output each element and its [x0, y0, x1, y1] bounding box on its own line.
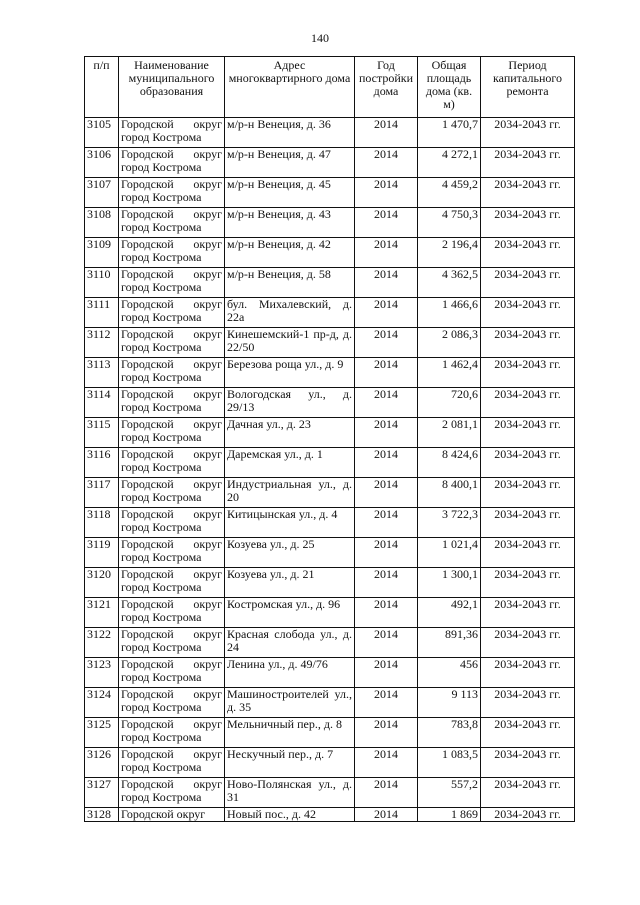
repair-period-cell: 2034-2043 гг. [481, 508, 575, 538]
address-cell: м/р-н Венеция, д. 36 [225, 118, 355, 148]
municipality-cell: Городской округ город Кострома [119, 118, 225, 148]
table-row [85, 238, 575, 268]
repair-period-cell: 2034-2043 гг. [481, 538, 575, 568]
total-area-cell: 456 [418, 658, 481, 688]
address-cell: Козуева ул., д. 21 [225, 568, 355, 598]
table-row [85, 718, 575, 748]
total-area-cell: 3 722,3 [418, 508, 481, 538]
repair-period-cell: 2034-2043 гг. [481, 388, 575, 418]
row-number: 3112 [85, 328, 119, 358]
address-cell: Ново-Полянская ул., д. 31 [225, 778, 355, 808]
repair-period-cell: 2034-2043 гг. [481, 478, 575, 508]
municipality-cell: Городской округ город Кострома [119, 778, 225, 808]
build-year-cell: 2014 [355, 208, 418, 238]
table-row [85, 358, 575, 388]
header-build-year: Год постройки дома [355, 57, 418, 118]
address-cell: Нескучный пер., д. 7 [225, 748, 355, 778]
municipality-cell: Городской округ город Кострома [119, 628, 225, 658]
row-number: 3106 [85, 148, 119, 178]
repair-period-cell: 2034-2043 гг. [481, 598, 575, 628]
total-area-cell: 4 459,2 [418, 178, 481, 208]
repair-period-cell: 2034-2043 гг. [481, 568, 575, 598]
page-number: 140 [311, 31, 329, 45]
build-year-cell: 2014 [355, 358, 418, 388]
header-municipality: Наименование муниципального образования [119, 57, 225, 118]
build-year-cell: 2014 [355, 778, 418, 808]
table-row [85, 148, 575, 178]
repair-period-cell: 2034-2043 гг. [481, 298, 575, 328]
table-header-row [85, 57, 575, 118]
address-cell: Красная слобода ул., д. 24 [225, 628, 355, 658]
address-cell: Новый пос., д. 42 [225, 808, 355, 822]
total-area-cell: 4 272,1 [418, 148, 481, 178]
address-cell: Даремская ул., д. 1 [225, 448, 355, 478]
total-area-cell: 4 750,3 [418, 208, 481, 238]
municipality-cell: Городской округ город Кострома [119, 238, 225, 268]
municipality-cell: Городской округ город Кострома [119, 418, 225, 448]
total-area-cell: 783,8 [418, 718, 481, 748]
row-number: 3124 [85, 688, 119, 718]
build-year-cell: 2014 [355, 388, 418, 418]
row-number: 3108 [85, 208, 119, 238]
total-area-cell: 2 196,4 [418, 238, 481, 268]
table-row [85, 268, 575, 298]
total-area-cell: 8 400,1 [418, 478, 481, 508]
municipality-cell: Городской округ город Кострома [119, 478, 225, 508]
address-cell: м/р-н Венеция, д. 42 [225, 238, 355, 268]
table-row [85, 508, 575, 538]
build-year-cell: 2014 [355, 118, 418, 148]
municipality-cell: Городской округ город Кострома [119, 568, 225, 598]
row-number: 3125 [85, 718, 119, 748]
row-number: 3128 [85, 808, 119, 822]
repair-period-cell: 2034-2043 гг. [481, 358, 575, 388]
row-number: 3122 [85, 628, 119, 658]
repair-period-cell: 2034-2043 гг. [481, 718, 575, 748]
address-cell: Козуева ул., д. 25 [225, 538, 355, 568]
total-area-cell: 1 869 [418, 808, 481, 822]
build-year-cell: 2014 [355, 748, 418, 778]
row-number: 3116 [85, 448, 119, 478]
row-number: 3121 [85, 598, 119, 628]
repair-period-cell: 2034-2043 гг. [481, 628, 575, 658]
table-body [85, 118, 575, 822]
table-row [85, 298, 575, 328]
row-number: 3110 [85, 268, 119, 298]
build-year-cell: 2014 [355, 448, 418, 478]
total-area-cell: 1 083,5 [418, 748, 481, 778]
total-area-cell: 1 470,7 [418, 118, 481, 148]
municipality-cell: Городской округ город Кострома [119, 538, 225, 568]
table-row [85, 388, 575, 418]
row-number: 3119 [85, 538, 119, 568]
registry-table [84, 56, 575, 822]
build-year-cell: 2014 [355, 328, 418, 358]
header-repair-period: Период капитального ремонта [481, 57, 575, 118]
total-area-cell: 891,36 [418, 628, 481, 658]
municipality-cell: Городской округ город Кострома [119, 448, 225, 478]
header-number: п/п [85, 57, 119, 118]
municipality-cell: Городской округ город Кострома [119, 658, 225, 688]
total-area-cell: 720,6 [418, 388, 481, 418]
build-year-cell: 2014 [355, 268, 418, 298]
table-row [85, 208, 575, 238]
municipality-cell: Городской округ город Кострома [119, 208, 225, 238]
build-year-cell: 2014 [355, 148, 418, 178]
total-area-cell: 2 086,3 [418, 328, 481, 358]
address-cell: м/р-н Венеция, д. 45 [225, 178, 355, 208]
table-row [85, 538, 575, 568]
address-cell: бул. Михалевский, д. 22а [225, 298, 355, 328]
total-area-cell: 1 462,4 [418, 358, 481, 388]
table-row [85, 628, 575, 658]
address-cell: м/р-н Венеция, д. 58 [225, 268, 355, 298]
municipality-cell: Городской округ город Кострома [119, 508, 225, 538]
table-row [85, 478, 575, 508]
address-cell: Индустриальная ул., д. 20 [225, 478, 355, 508]
total-area-cell: 1 466,6 [418, 298, 481, 328]
build-year-cell: 2014 [355, 598, 418, 628]
table-row [85, 748, 575, 778]
build-year-cell: 2014 [355, 688, 418, 718]
table-row [85, 598, 575, 628]
address-cell: м/р-н Венеция, д. 43 [225, 208, 355, 238]
header-total-area: Общая площадь дома (кв. м) [418, 57, 481, 118]
total-area-cell: 557,2 [418, 778, 481, 808]
table-row [85, 448, 575, 478]
municipality-cell: Городской округ город Кострома [119, 598, 225, 628]
address-cell: Ленина ул., д. 49/76 [225, 658, 355, 688]
table-row [85, 778, 575, 808]
address-cell: Мельничный пер., д. 8 [225, 718, 355, 748]
repair-period-cell: 2034-2043 гг. [481, 778, 575, 808]
address-cell: Березова роща ул., д. 9 [225, 358, 355, 388]
table-row [85, 418, 575, 448]
row-number: 3115 [85, 418, 119, 448]
municipality-cell: Городской округ город Кострома [119, 688, 225, 718]
row-number: 3127 [85, 778, 119, 808]
header-address: Адрес многоквартирного дома [225, 57, 355, 118]
build-year-cell: 2014 [355, 568, 418, 598]
build-year-cell: 2014 [355, 508, 418, 538]
row-number: 3109 [85, 238, 119, 268]
municipality-cell: Городской округ город Кострома [119, 178, 225, 208]
table-row [85, 118, 575, 148]
address-cell: Костромская ул., д. 96 [225, 598, 355, 628]
repair-period-cell: 2034-2043 гг. [481, 178, 575, 208]
address-cell: Дачная ул., д. 23 [225, 418, 355, 448]
build-year-cell: 2014 [355, 478, 418, 508]
row-number: 3107 [85, 178, 119, 208]
build-year-cell: 2014 [355, 178, 418, 208]
municipality-cell: Городской округ город Кострома [119, 298, 225, 328]
build-year-cell: 2014 [355, 718, 418, 748]
row-number: 3117 [85, 478, 119, 508]
repair-period-cell: 2034-2043 гг. [481, 328, 575, 358]
table-row [85, 178, 575, 208]
total-area-cell: 492,1 [418, 598, 481, 628]
repair-period-cell: 2034-2043 гг. [481, 148, 575, 178]
repair-period-cell: 2034-2043 гг. [481, 688, 575, 718]
row-number: 3120 [85, 568, 119, 598]
table-row [85, 688, 575, 718]
row-number: 3111 [85, 298, 119, 328]
address-cell: Машиностроителей ул., д. 35 [225, 688, 355, 718]
repair-period-cell: 2034-2043 гг. [481, 808, 575, 822]
build-year-cell: 2014 [355, 658, 418, 688]
total-area-cell: 1 300,1 [418, 568, 481, 598]
repair-period-cell: 2034-2043 гг. [481, 448, 575, 478]
build-year-cell: 2014 [355, 628, 418, 658]
table-row [85, 658, 575, 688]
row-number: 3123 [85, 658, 119, 688]
municipality-cell: Городской округ город Кострома [119, 358, 225, 388]
total-area-cell: 8 424,6 [418, 448, 481, 478]
repair-period-cell: 2034-2043 гг. [481, 658, 575, 688]
build-year-cell: 2014 [355, 538, 418, 568]
repair-period-cell: 2034-2043 гг. [481, 268, 575, 298]
row-number: 3126 [85, 748, 119, 778]
table-row [85, 328, 575, 358]
municipality-cell: Городской округ город Кострома [119, 748, 225, 778]
repair-period-cell: 2034-2043 гг. [481, 118, 575, 148]
table-row [85, 568, 575, 598]
build-year-cell: 2014 [355, 238, 418, 268]
build-year-cell: 2014 [355, 418, 418, 448]
municipality-cell: Городской округ [119, 808, 225, 822]
municipality-cell: Городской округ город Кострома [119, 328, 225, 358]
total-area-cell: 2 081,1 [418, 418, 481, 448]
municipality-cell: Городской округ город Кострома [119, 148, 225, 178]
municipality-cell: Городской округ город Кострома [119, 718, 225, 748]
address-cell: Китицынская ул., д. 4 [225, 508, 355, 538]
address-cell: Вологодская ул., д. 29/13 [225, 388, 355, 418]
repair-period-cell: 2034-2043 гг. [481, 748, 575, 778]
municipality-cell: Городской округ город Кострома [119, 268, 225, 298]
row-number: 3105 [85, 118, 119, 148]
municipality-cell: Городской округ город Кострома [119, 388, 225, 418]
table-row [85, 808, 575, 822]
total-area-cell: 9 113 [418, 688, 481, 718]
total-area-cell: 1 021,4 [418, 538, 481, 568]
row-number: 3118 [85, 508, 119, 538]
repair-period-cell: 2034-2043 гг. [481, 208, 575, 238]
row-number: 3113 [85, 358, 119, 388]
address-cell: м/р-н Венеция, д. 47 [225, 148, 355, 178]
repair-period-cell: 2034-2043 гг. [481, 238, 575, 268]
total-area-cell: 4 362,5 [418, 268, 481, 298]
row-number: 3114 [85, 388, 119, 418]
build-year-cell: 2014 [355, 808, 418, 822]
repair-period-cell: 2034-2043 гг. [481, 418, 575, 448]
address-cell: Кинешемский-1 пр-д, д. 22/50 [225, 328, 355, 358]
build-year-cell: 2014 [355, 298, 418, 328]
